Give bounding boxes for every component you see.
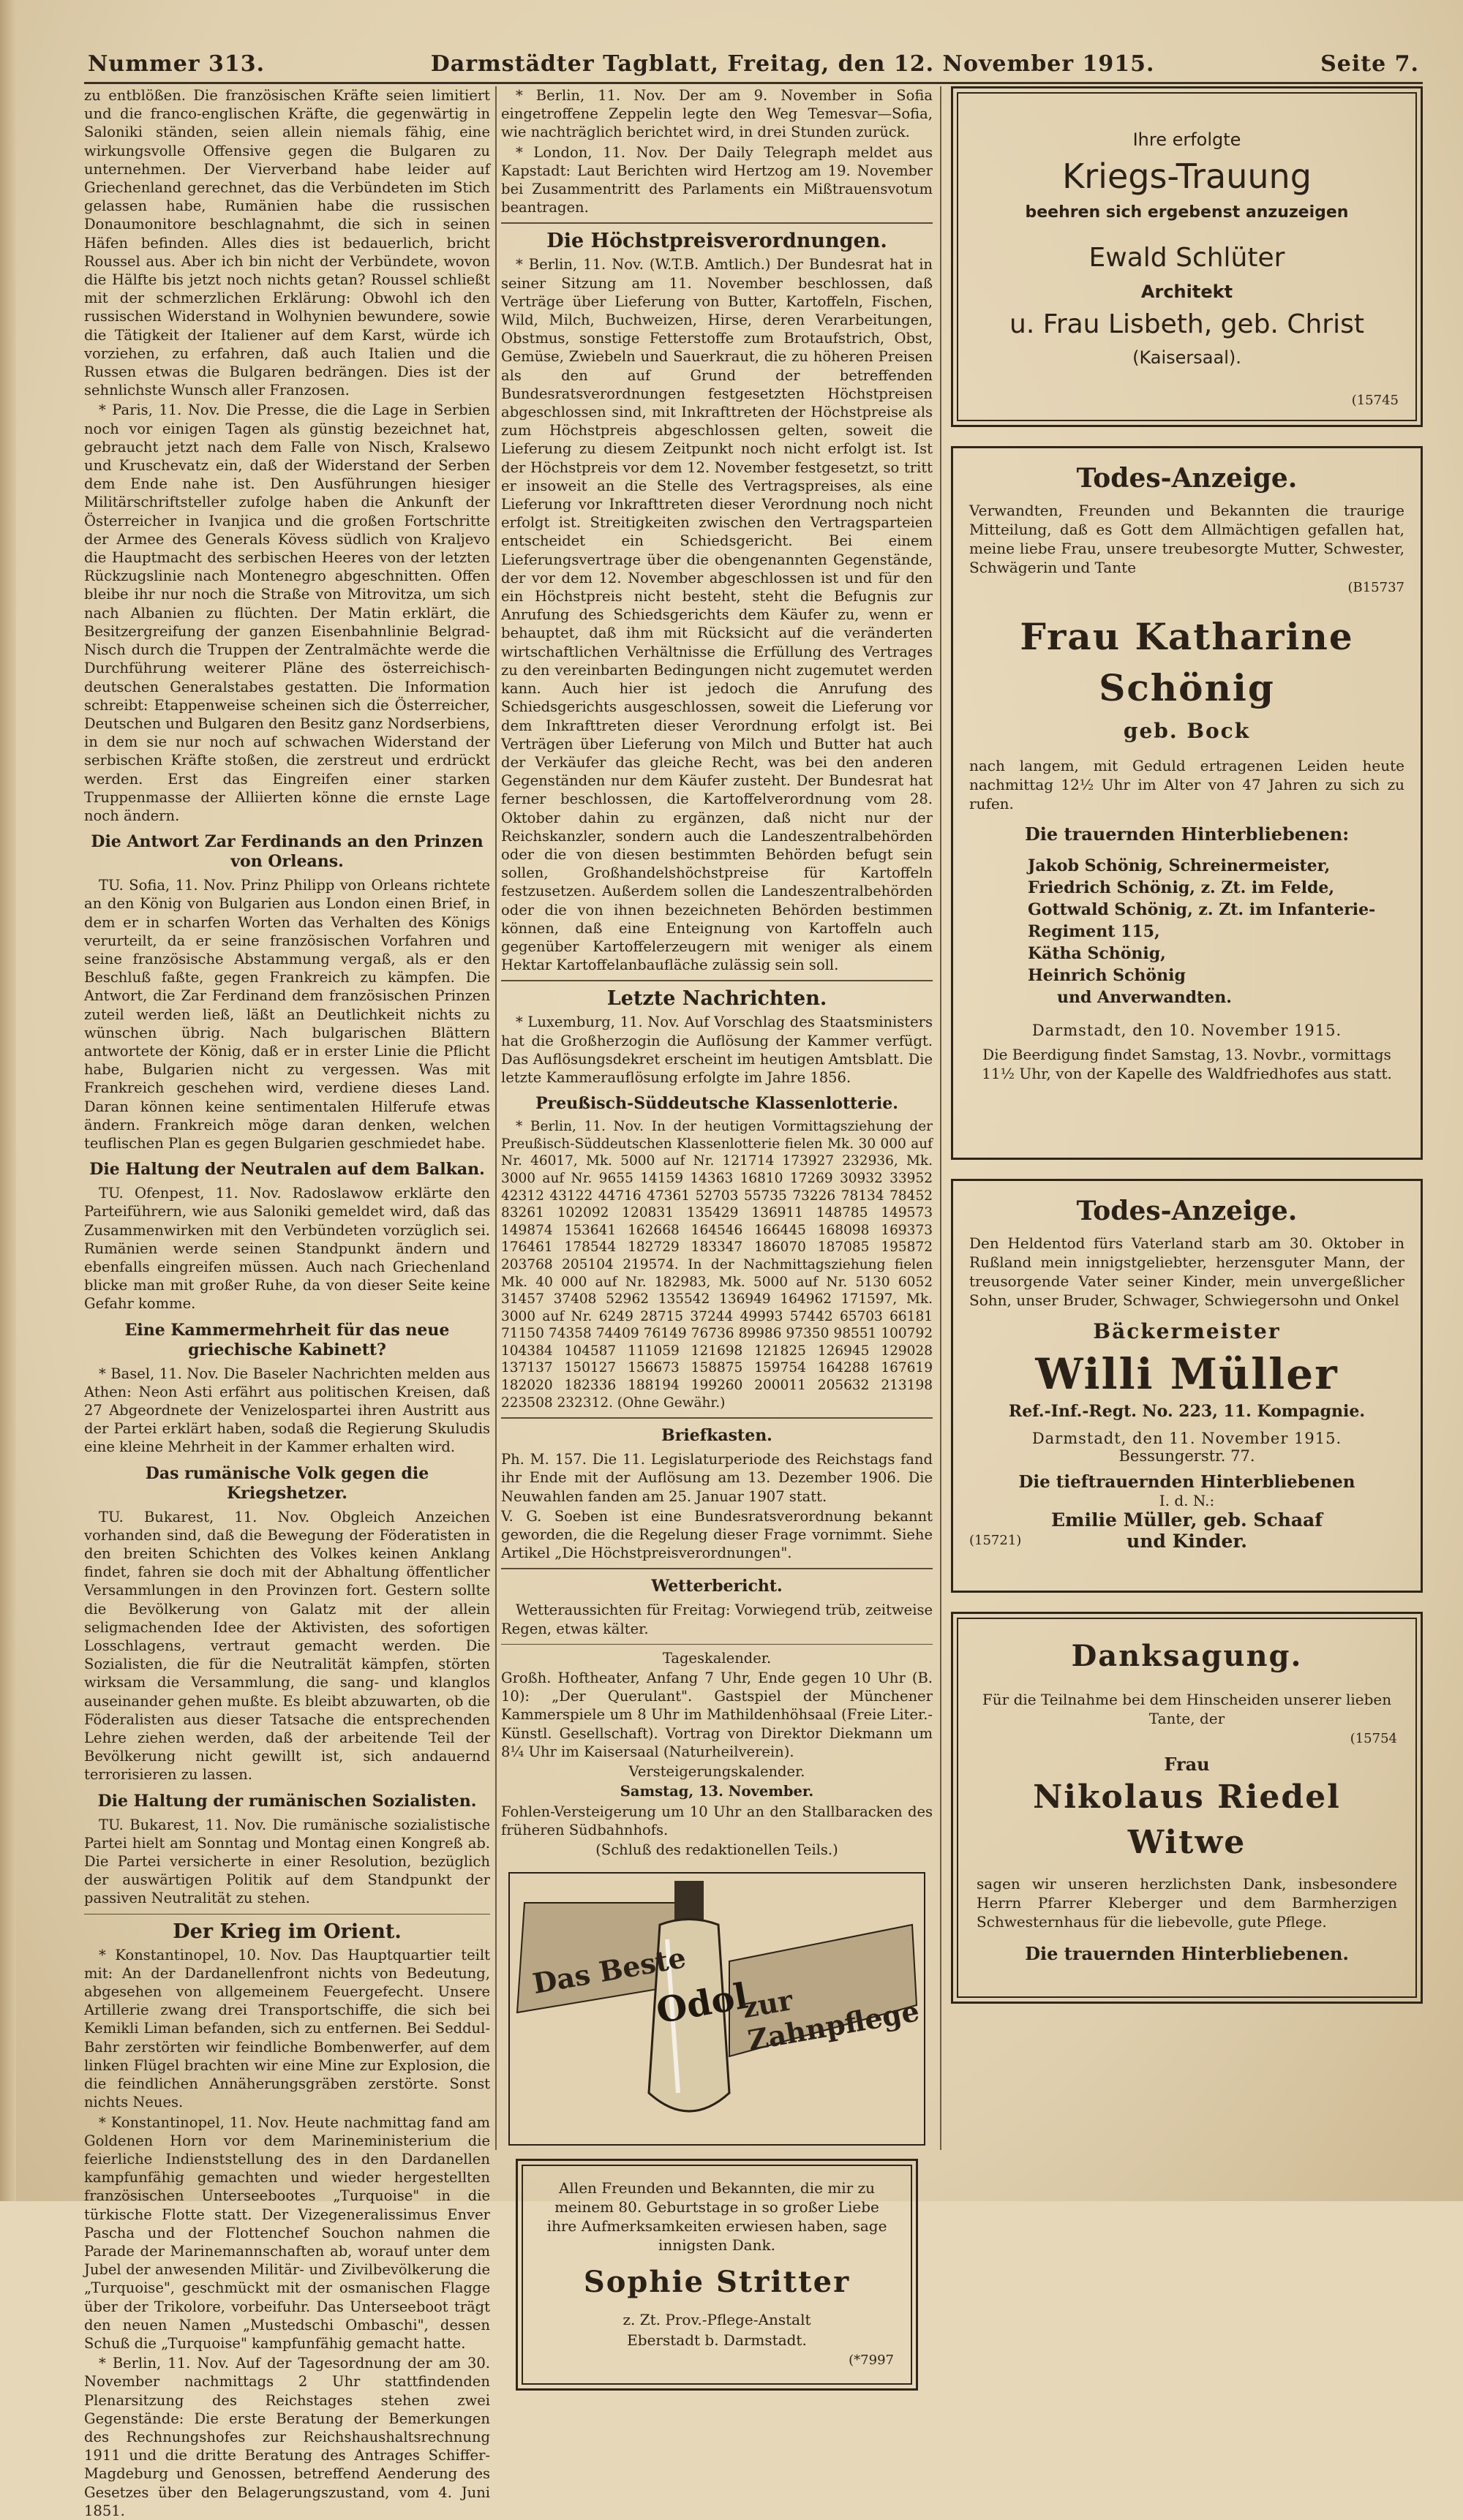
- birthday-thanks-ad: [516, 2159, 918, 2391]
- article-paragraph: TU. Bukarest, 11. Nov. Obgleich Anzeichen vorhanden sind, daß die Bewegung der Föderatisten in den breiten Schichten des Volkes keinen Anklang findet, fahren sie doch mit der Abhaltung öffentlicher Versammlungen in den Provinzen fort. Gestern sollte die Bevölkerung von Galatz mit der allein seligmachenden Idee der Aktivisten, des sofortigen Losschlagens, vertraut gemacht werden. Die Sozialisten, die für die Neutralität kämpfen, störten wirksam die Versammlung, die sang- und klanglos auseinander gehen mußte. Es bleibt abzuwarten, ob die Föderalisten aus dieser Tatsache die entsprechenden Lehre ziehen werden, daß der arbeitende Teil der Bevölkerung nicht gewillt ist, sich andauernd terrorisieren zu lassen.: [84, 1508, 490, 1784]
- article-paragraph: TU. Ofenpest, 11. Nov. Radoslawow erklärte den Parteiführern, wie aus Saloniki gemeldet wird, daß das Zusammenwirken mit den Verbündeten vorzüglich sei. Rumänien werde seinen Standpunkt ändern und ebenfalls eingreifen müssen. Auch nach Griechenland blicke man mit großer Ruhe, da von dieser Seite keine Gefahr komme.: [84, 1185, 490, 1313]
- article-paragraph: * Basel, 11. Nov. Die Baseler Nachrichten melden aus Athen: Neon Asti erfährt aus politischen Kreisen, daß 27 Abgeordnete der Venizelospartei ihren Austritt aus der Partei erklärt haben, sodaß die Regierung Skuludis eine kleine Mehrheit in der Kammer erhalten wird.: [84, 1365, 490, 1456]
- ad-text: Allen Freunden und Bekannten, die mir zu meinem 80. Geburtstage in so großer Liebe ihre Aufmerksamkeiten erwiesen haben, sage innigsten Dank.: [546, 2179, 887, 2255]
- calendar-heading: Versteigerungskalender.: [628, 1763, 805, 1781]
- deceased-prefix: Frau: [1164, 1754, 1210, 1776]
- notice-title: Danksagung.: [1071, 1639, 1303, 1673]
- ad-reference: (15745: [1351, 393, 1399, 408]
- article-paragraph: TU. Bukarest, 11. Nov. Die rumänische sozialistische Partei hielt am Sonntag und Montag einen Kongreß ab. Die Partei versicherte in einer Resolution, bezüglich der auswärtigen Politik auf dem Standpunkt der passiven Neutralität zu stehen.: [84, 1816, 490, 1907]
- article-paragraph: Fohlen-Versteigerung um 10 Uhr an den Stallbaracken des früheren Südbahnhofs.: [501, 1803, 933, 1838]
- editorial-end-note: (Schluß des redaktionellen Teils.): [595, 1841, 838, 1858]
- ad-name: u. Frau Lisbeth, geb. Christ: [1009, 309, 1364, 339]
- section-rule: [501, 1568, 933, 1569]
- notice-title: Todes-Anzeige.: [1076, 1196, 1298, 1226]
- notice-text: Den Heldentod fürs Vaterland starb am 30. Oktober in Rußland mein innigstgeliebter, herzensguter Mann, der treusorgende Vater seiner Kinder, mein unvergeßlicher Sohn, unser Bruder, Schwager, Schwiegersohn und Onkel: [969, 1234, 1404, 1309]
- notice-text: Die Beerdigung findet Samstag, 13. Novbr., vormittags 11½ Uhr, von der Kapelle des Waldfriedhofes aus statt.: [982, 1046, 1392, 1083]
- notice-reference: (15721): [969, 1533, 1022, 1548]
- article-paragraph: Wetteraussichten für Freitag: Vorwiegend trüb, zeitweise Regen, etwas kälter.: [501, 1602, 933, 1637]
- mourner: Gottwald Schönig, z. Zt. im Infanterie-Regiment 115,: [1028, 900, 1376, 942]
- mourner: und Kinder.: [1127, 1531, 1247, 1552]
- ad-headline: Kriegs-Trauung: [1062, 156, 1312, 196]
- mourner: Friedrich Schönig, z. Zt. im Felde,: [1028, 878, 1335, 898]
- odol-slogan-right: zur Zahnpflege: [740, 1983, 922, 2057]
- notice-text: nach langem, mit Geduld ertragenen Leiden heute nachmittag 12½ Uhr im Alter von 47 Jahren zu sich zu rufen.: [969, 757, 1404, 813]
- section-heading: Wetterbericht.: [651, 1577, 783, 1596]
- notice-date: Darmstadt, den 10. November 1915.: [1031, 1022, 1342, 1040]
- ad-reference: (*7997: [849, 2353, 894, 2369]
- issue-number: Nummer 313.: [88, 51, 266, 77]
- ad-name: Sophie Stritter: [583, 2265, 851, 2300]
- section-rule: [501, 1644, 933, 1645]
- mourner: Jakob Schönig, Schreinermeister,: [1028, 856, 1331, 876]
- ad-text: z. Zt. Prov.-Pflege-Anstalt: [623, 2311, 811, 2329]
- section-heading: Die Höchstpreisverordnungen.: [546, 230, 887, 253]
- article-heading: Eine Kammermehrheit für das neue griechische Kabinett?: [124, 1320, 450, 1359]
- section-rule: [501, 222, 933, 224]
- ad-text: Ihre erfolgte: [1132, 129, 1241, 150]
- ad-text: beehren sich ergebenst anzuzeigen: [1025, 203, 1349, 222]
- masthead: [88, 51, 1419, 80]
- notice-reference: (B15737: [1347, 580, 1404, 595]
- section-rule: [501, 980, 933, 981]
- column-divider: [940, 86, 941, 2150]
- article-paragraph: * Berlin, 11. Nov. Der am 9. November in Sofia eingetroffene Zeppelin legte den Weg Temesvar—Sofia, wie nachträglich berichtet wird, in drei Stunden zurück.: [501, 87, 933, 141]
- article-paragraph: * Konstantinopel, 11. Nov. Heute nachmittag fand am Goldenen Horn vor dem Marineministerium die feierliche Indienststellung des in den Dardanellen kampfunfähig gemachten und wieder hergestellten französischen Unterseebootes „Turquoise" in die türkische Flotte statt. Der Vizegeneralissimus Enver Pascha und der Flottenchef Souchon nahmen die Parade der Marinemannschaften ab, worauf unter dem Jubel der anwesenden Militär- und Zivilbevölkerung die „Turquoise", geschmückt mit der osmanischen Flagge über der Trikolore, vorbeifuhr. Das Unterseeboot trägt den neuen Namen „Mustedschi Ombaschi", dessen Schuß die „Turquoise" kampfunfähig gemacht hatte.: [84, 2113, 490, 2352]
- odol-advertisement: [508, 1872, 925, 2146]
- page-number: Seite 7.: [1320, 51, 1419, 77]
- notice-text: sagen wir unseren herzlichsten Dank, insbesondere Herrn Pfarrer Kleberger und dem Barmherzigen Schwesternhaus für die liebevolle, gute Pflege.: [977, 1875, 1397, 1931]
- article-paragraph: * Paris, 11. Nov. Die Presse, die die Lage in Serbien noch vor einigen Tagen als günstig bezeichnet hat, gebraucht jetzt nach dem Falle von Nisch, Kralsewo und Kruschevatz ein, daß der Widerstand der Serben dem Ende nahe ist. Den Ausführungen hiesiger Militärschriftsteller zufolge haben die Ankunft der Österreicher in Ivanjica und die großen Fortschritte der Armee des Generals Kövess südlich von Kraljevo die Hauptmacht des serbischen Heeres von der letzten Rückzugslinie nach Montenegro abgeschnitten. Offen bleibe ihr nur noch die Straße von Mitrovitza, um sich nach Albanien zu flüchten. Der Matin erklärt, die Besitzergreifung der ganzen Eisenbahnlinie Belgrad-Nisch durch die Truppen der Zentralmächte werde die Durchführung weiterer Pläne des österreichisch-deutschen Generalstabes gestatten. Die Information schreibt: Etappenweise scheinen sich die Österreicher, Deutschen und Bulgaren den Besitz ganz Nordserbiens, in dem sie nur noch auf schwachen Widerstand der serbischen Kräfte stoßen, die zerstreut und erdrückt werden. Erst das Eingreifen einer starken Truppenmasse der Alliierten könne die ernste Lage noch ändern.: [84, 401, 490, 824]
- column-2: [501, 86, 933, 2369]
- mourner: Heinrich Schönig: [1028, 966, 1186, 986]
- article-heading: Die Haltung der Neutralen auf dem Balkan.: [89, 1160, 485, 1180]
- article-heading: Die Antwort Zar Ferdinands an den Prinzen von Orleans.: [91, 832, 484, 872]
- calendar-heading: Tageskalender.: [662, 1649, 772, 1667]
- mourners-heading: Die tieftrauernden Hinterbliebenen: [1018, 1472, 1355, 1492]
- odol-slogan-left: Das Beste: [530, 1941, 688, 2001]
- notice-title: Todes-Anzeige.: [1076, 463, 1298, 494]
- article-paragraph: * Berlin, 11. Nov. Auf der Tagesordnung der am 30. November nachmittags 2 Uhr stattfindenden Plenarsitzung des Reichstages stehen zwei Gegenstände: Die erste Beratung der Bemerkungen des Rechnungshofes zur Reichshaushaltsrechnung 1911 und die dritte Beratung des Antrages Schiffer-Magdeburg und Genossen, betreffend Aenderung des Gesetzes über den Belagerungszustand, vom 4. Juni 1851.: [84, 2355, 490, 2519]
- death-notice-schoenig: [951, 446, 1423, 1160]
- mourner: und Anverwandten.: [1057, 988, 1232, 1008]
- page-gutter: [0, 0, 16, 2201]
- section-heading: Briefkasten.: [661, 1426, 772, 1446]
- article-paragraph: zu entblößen. Die französischen Kräfte seien limitiert und die franco-englischen Kräfte, die gegenwärtig in Saloniki ständen, seien allein niemals fähig, eine wirkungsvolle Offensive gegen die Bulgaren zu unternehmen. Der Vierverband habe leider auf Griechenland gerechnet, das die Verbündeten im Stich gelassen habe, Rumänien habe die russischen Donaumonitore beschlagnahmt, die sich in seinen Häfen befinden. Alles dies ist bedauerlich, bricht Roussel aus. Aber ich bin nicht der Verbündete, wovon die Hälfte bis jetzt noch nichts getan? Roussel schließt mit der schmerzlichen Erklärung: Obwohl ich den russischen Widerstand in Wolhynien bewundere, sowie die Tätigkeit der Italiener auf dem Karst, würde ich vorziehen, zu erfahren, daß auch Italien und die Russen etwas die Bulgaren bedrängen. Dies ist der sehnlichste Wunsch aller Franzosen.: [84, 87, 490, 399]
- notice-text: Für die Teilnahme bei dem Hinscheiden unserer lieben Tante, der: [982, 1691, 1392, 1727]
- section-rule: [501, 1417, 933, 1419]
- lottery-results: * Berlin, 11. Nov. In der heutigen Vormittagsziehung der Preußisch-Süddeutschen Klassenlotterie fielen Mk. 30 000 auf Nr. 46017, Mk. 5000 auf Nr. 121714 173927 232936, Mk. 3000 auf Nr. 9655 14159 14363 16810 17269 30932 33952 42312 43122 44716 47361 52703 55735 73226 78134 78452 83261 102092 120831 135429 136911 148785 149573 149874 153641 162668 164546 166445 168098 169373 176461 178544 182729 183347 186070 187085 195872 203768 205104 219574. In der Nachmittagsziehung fielen Mk. 40 000 auf Nr. 182983, Mk. 5000 auf Nr. 5130 6052 31457 37408 52962 135542 136949 164962 171597, Mk. 3000 auf Nr. 6249 28715 37244 49993 57442 65703 66181 71150 74358 74409 76149 76736 89986 97350 98551 100792 104384 104587 111059 121698 121825 126945 129028 137137 150127 156673 158875 159754 164288 167619 182020 182336 188194 199260 200011 205632 213198 223508 232312. (Ohne Gewähr.): [501, 1119, 933, 1411]
- article-paragraph: Ph. M. 157. Die 11. Legislaturperiode des Reichstags fand ihr Ende mit der Auflösung am 13. Dezember 1906. Die Neuwahlen fanden am 25. Januar 1907 statt.: [501, 1451, 933, 1505]
- mourner: Emilie Müller, geb. Schaaf: [1051, 1509, 1323, 1531]
- notice-text: Verwandten, Freunden und Bekannten die traurige Mitteilung, daß es Gott dem Allmächtigen gefallen hat, meine liebe Frau, unsere treubesorgte Mutter, Schwester, Schwägerin und Tante: [969, 502, 1404, 576]
- death-notice-mueller: [951, 1179, 1423, 1593]
- thanks-notice-riedel: [951, 1612, 1423, 2004]
- mourners-heading: Die trauernden Hinterbliebenen:: [1024, 823, 1350, 845]
- column-1: [84, 86, 490, 2519]
- ad-text: (Kaisersaal).: [1132, 347, 1241, 368]
- article-heading: Das rumänische Volk gegen die Kriegshetzer.: [145, 1463, 429, 1503]
- war-wedding-ad: [951, 86, 1423, 427]
- calendar-date: Samstag, 13. November.: [620, 1783, 814, 1800]
- column-divider: [495, 86, 497, 2150]
- deceased-unit: Ref.-Inf.-Regt. No. 223, 11. Kompagnie.: [1008, 1402, 1366, 1421]
- ad-name: Ewald Schlüter: [1088, 243, 1285, 273]
- header-rule: [84, 82, 1423, 84]
- mourners-heading: Die trauernden Hinterbliebenen.: [1025, 1943, 1349, 1965]
- article-heading: Die Haltung der rumänischen Sozialisten.: [97, 1791, 477, 1811]
- notice-date: Darmstadt, den 11. November 1915.: [1031, 1430, 1342, 1447]
- article-paragraph: Großh. Hoftheater, Anfang 7 Uhr, Ende gegen 10 Uhr (B. 10): „Der Querulant". Gastspiel der Münchener Kammerspiele um 8 Uhr im Mathildenhöhsaal (Freie Liter.-Künstl. Gesellschaft). Vortrag von Direktor Diekmann um 8¼ Uhr im Kaisersaal (Naturheilverein).: [501, 1670, 933, 1760]
- article-paragraph: TU. Sofia, 11. Nov. Prinz Philipp von Orleans richtete an den König von Bulgarien aus London einen Brief, in dem er in scharfen Worten das Verhalten des Königs verurteilt, da er seine französischen Vorfahren und seine französische Abstammung vergaß, als er den Beschluß faßte, gegen Frankreich zu kämpfen. Die Antwort, die Zar Ferdinand dem französischen Prinzen zuteil werden ließ, läßt an Deutlichkeit nichts zu wünschen übrig. Nach bulgarischen Blättern antwortete der König, daß er in erster Linie die Pflicht habe, Bulgarien nicht zu vergessen. Was mit Frankreich geschehen wird, verdiene dieses Land. Daran können keine sentimentalen Hilferufe etwas ändern. Frankreich möge daran denken, welchen teuflischen Plan es gegen Bulgarien geschmiedet habe.: [84, 877, 490, 1152]
- deceased-name: Nikolaus Riedel Witwe: [1033, 1778, 1341, 1862]
- section-heading: Letzte Nachrichten.: [606, 987, 827, 1011]
- article-paragraph: V. G. Soeben ist eine Bundesratsverordnung bekannt geworden, die die Regelung dieser Frage vornimmt. Siehe Artikel „Die Höchstpreisverordnungen".: [501, 1507, 933, 1562]
- column-3: [951, 86, 1423, 2157]
- deceased-occupation: Bäckermeister: [1093, 1319, 1281, 1343]
- notice-address: Bessungerstr. 77.: [1118, 1447, 1255, 1465]
- mourners-idn: I. d. N.:: [1159, 1492, 1215, 1509]
- deceased-name: Frau Katharine Schönig: [1020, 615, 1354, 710]
- article-heading: Preußisch-Süddeutsche Klassenlotterie.: [535, 1094, 898, 1114]
- article-paragraph: * Konstantinopel, 10. Nov. Das Hauptquartier teilt mit: An der Dardanellenfront nichts von Bedeutung, abgesehen von allgemeinem Feuergefecht. Unsere Artillerie zwang drei Transportschiffe, die sich bei Kemikli Liman befanden, sich zu entfernen. Bei Seddul-Bahr zerstörten wir feindliche Bombenwerfer, auf dem linken Flügel brachten wir eine Mine zur Explosion, die die feindlichen Annäherungsgräben zerstörte. Sonst nichts Neues.: [84, 1946, 490, 2111]
- article-paragraph: * London, 11. Nov. Der Daily Telegraph meldet aus Kapstadt: Laut Berichten wird Hertzog am 19. November bei Zusammentritt des Parlaments ein Mißtrauensvotum beantragen.: [501, 143, 933, 216]
- mourner: Kätha Schönig,: [1028, 944, 1166, 964]
- ad-text: Architekt: [1140, 282, 1233, 302]
- deceased-maiden-name: geb. Bock: [1123, 719, 1251, 744]
- notice-reference: (15754: [1350, 1731, 1397, 1746]
- ad-text: Eberstadt b. Darmstadt.: [627, 2331, 807, 2350]
- newspaper-title: Darmstädter Tagblatt, Freitag, den 12. November 1915.: [430, 51, 1155, 77]
- odol-brand: Odol: [653, 1975, 751, 2032]
- article-paragraph: * Berlin, 11. Nov. (W.T.B. Amtlich.) Der Bundesrat hat in seiner Sitzung am 11. November beschlossen, daß Verträge über Lieferung von Butter, Kartoffeln, Fischen, Wild, Milch, Buchweizen, Hirse, deren Verarbeitungen, Obstmus, sonstige Fetterstoffe zum Brotaufstrich, Obst, Gemüse, Zwiebeln und Sauerkraut, die zu höheren Preisen als den auf Grund der betreffenden Bundesratsverordnungen festgesetzten Höchstpreisen abgeschlossen sind, mit Inkrafttreten der Höchstpreise als zum Höchstpreis abgeschlossen gelten, soweit die Lieferung zu diesem Zeitpunkt noch nicht erfolgt ist. Ist der Höchstpreis vor dem 12. November festgesetzt, so tritt er insoweit an die Stelle des Vertragspreises, als eine Lieferung vor Inkrafttreten dieser Verordnung noch nicht erfolgt ist. Streitigkeiten zwischen den Vertragsparteien entscheidet ein Schiedsgericht. Bei einem Lieferungsvertrage über die obengenannten Gegenstände, der vor dem 12. November abgeschlossen ist und für den ein Höchstpreis nicht besteht, steht die Befugnis zur Anrufung des Schiedsgerichts dem Käufer zu, wenn er behauptet, daß ihm mit Rücksicht auf die veränderten wirtschaftlichen Verhältnisse die Erfüllung des Vertrages zu den vereinbarten Bedingungen nicht zugemutet werden kann. Auch hier ist jedoch die Anrufung des Schiedsgerichts ausgeschlossen, soweit die Lieferung vor dem Inkrafttreten dieser Verordnung erfolgt ist. Bei Verträgen über Lieferung von Milch und Butter hat auch der Verkäufer das gleiche Recht, was bei den anderen Gegenständen nur dem Käufer zusteht. Der Bundesrat hat ferner beschlossen, die Kartoffelverordnung vom 28. Oktober dahin zu ergänzen, daß nicht nur der Reichskanzler, sondern auch die Landeszentralbehörden oder die von diesen bestimmten Behörden befugt sein sollen, Großhandelshöchstpreise für Kartoffeln festzusetzen. Außerdem sollen die Landeszentralbehörden oder die von ihnen bezeichneten Behörden bestimmen können, daß eine Enteignung von Kartoffeln auch gegenüber Kartoffelerzeugern mit weniger als einem Hektar Kartoffelanbaufläche zulässig sein soll.: [501, 256, 933, 974]
- article-paragraph: * Luxemburg, 11. Nov. Auf Vorschlag des Staatsministers hat die Großherzogin die Auflösung der Kammer verfügt. Das Auflösungsdekret erscheint im heutigen Amtsblatt. Die letzte Kammerauflösung erfolgte im Jahre 1856.: [501, 1014, 933, 1086]
- section-heading: Der Krieg im Orient.: [173, 1920, 402, 1943]
- deceased-name: Willi Müller: [1035, 1349, 1339, 1399]
